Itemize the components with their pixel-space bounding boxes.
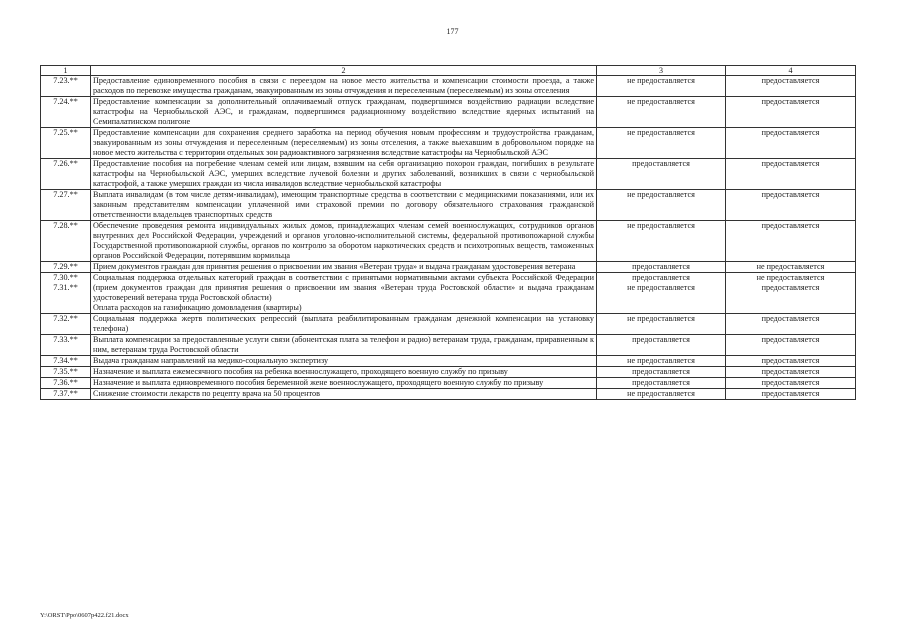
col3-status: не предоставляется — [627, 190, 695, 199]
col3-status-cell — [597, 128, 726, 159]
item-number: 7.33.** — [53, 335, 78, 344]
item-description: Выплата компенсации за предоставленные услуги связи (абонентская плата за телефон и радио) ветеранам труда, гражданам, приравненным к ним, ветеранам труда Ростовской области — [93, 335, 594, 354]
col4-status-cell — [726, 378, 856, 389]
item-description-cell — [91, 262, 597, 273]
column-header-1: 1 — [41, 66, 91, 76]
item-description: Выдача гражданам направлений на медико-социальную экспертизу — [93, 356, 329, 365]
item-description-cell — [91, 190, 597, 221]
col4-status: предоставляется — [761, 378, 820, 387]
col4-status: предоставляется — [761, 335, 820, 344]
item-number-cell — [41, 190, 91, 221]
table-row — [41, 262, 856, 273]
col4-status: предоставляется — [761, 97, 820, 106]
col3-status: предоставляется — [632, 273, 690, 282]
item-description-cell — [91, 378, 597, 389]
item-description: Оплата расходов на газификацию домовладения (квартиры) — [93, 303, 302, 312]
col4-status-cell — [726, 221, 856, 262]
column-header-4: 4 — [726, 66, 856, 76]
col3-status-cell — [597, 159, 726, 190]
item-number-cell — [41, 159, 91, 190]
item-description-cell — [91, 76, 597, 97]
item-number-cell — [41, 389, 91, 400]
item-description-cell — [91, 335, 597, 356]
item-description: Снижение стоимости лекарств по рецепту врача на 50 процентов — [93, 389, 320, 398]
table-row — [41, 97, 856, 128]
col3-status: не предоставляется — [627, 389, 695, 398]
col3-status-cell — [597, 389, 726, 400]
item-number: 7.24.** — [53, 97, 78, 106]
item-number: 7.27.** — [53, 190, 78, 199]
col4-status-cell — [726, 389, 856, 400]
item-description: Предоставление компенсации за дополнительный оплачиваемый отпуск гражданам, подвергшимся воздействию радиации вследствие катастрофы на Чернобыльской АЭС, и гражданам, подвергшимся радиационному воздействию вследствие ядерных испытаний на Семипалатинском полигоне — [93, 97, 594, 126]
item-number-cell — [41, 378, 91, 389]
item-number: 7.26.** — [53, 159, 78, 168]
col3-status-cell — [597, 97, 726, 128]
col3-status-cell — [597, 76, 726, 97]
item-description: Предоставление компенсации для сохранения среднего заработка на период обучения новым профессиям и трудоустройства гражданам, эвакуированным из зоны отчуждения и переселенным (переселяемым) из зоны отселения, а также выехавшим в добровольном порядке на новое место жительства с территории отдельных зон радиоактивного загрязнения вследствие катастрофы на Чернобыльской АЭС — [93, 128, 594, 157]
item-number-cell — [41, 97, 91, 128]
col4-status: предоставляется — [761, 367, 820, 376]
item-description-cell — [91, 128, 597, 159]
table-row — [41, 378, 856, 389]
item-number: 7.32.** — [53, 314, 78, 323]
services-table — [40, 65, 856, 400]
item-number: 7.23.** — [53, 76, 78, 85]
item-description-cell — [91, 367, 597, 378]
table-row — [41, 314, 856, 335]
col4-status-cell — [726, 367, 856, 378]
col4-status: предоставляется — [761, 389, 820, 398]
col3-status-cell — [597, 221, 726, 262]
col4-status: предоставляется — [761, 190, 820, 199]
col4-status-cell — [726, 159, 856, 190]
table-row — [41, 221, 856, 262]
col4-status-cell — [726, 273, 856, 314]
item-description: Обеспечение проведения ремонта индивидуальных жилых домов, принадлежащих членам семей военнослужащих, сотрудников органов внутренних дел Российской Федерации, учреждений и органов уголовно-исполнительной системы, федеральной противопожарной службы Государственной противопожарной службы, органов по контролю за оборотом наркотических средств и психотропных веществ, таможенных органов Российской Федерации, потерявшим кормильца — [93, 221, 594, 260]
col4-status-cell — [726, 314, 856, 335]
item-description: Прием документов граждан для принятия решения о присвоении им звания «Ветеран труда» и выдача гражданам удостоверения ветерана — [93, 262, 576, 271]
col3-status-cell — [597, 378, 726, 389]
col4-status-cell — [726, 335, 856, 356]
item-description-cell — [91, 221, 597, 262]
item-number-cell — [41, 221, 91, 262]
col4-status-cell — [726, 190, 856, 221]
col4-status-cell — [726, 128, 856, 159]
item-description-cell — [91, 314, 597, 335]
col3-status-cell — [597, 273, 726, 314]
file-path-footer: Y:\ORST\Ppo\0607p422.f21.docx — [40, 612, 129, 619]
col3-status-cell — [597, 335, 726, 356]
col4-status-cell — [726, 262, 856, 273]
col3-status-cell — [597, 314, 726, 335]
col4-status: предоставляется — [761, 221, 820, 230]
item-description-cell — [91, 356, 597, 367]
table-row — [41, 356, 856, 367]
item-number: 7.28.** — [53, 221, 78, 230]
col4-status-cell — [726, 356, 856, 367]
item-description-cell — [91, 389, 597, 400]
item-number: 7.37.** — [53, 389, 78, 398]
item-number-cell — [41, 314, 91, 335]
item-description: Выплата инвалидам (в том числе детям-инвалидам), имеющим транспортные средства в соответствии с медицинскими показаниями, или их законным представителям компенсации уплаченной ими страховой премии по договору обязательного страхования гражданской ответственности владельцев транспортных средств — [93, 190, 594, 219]
col4-status: не предоставляется — [756, 273, 825, 282]
col3-status: не предоставляется — [627, 356, 695, 365]
col4-status: предоставляется — [761, 283, 820, 292]
col3-status: не предоставляется — [627, 314, 695, 323]
item-number: 7.34.** — [53, 356, 78, 365]
table-row — [41, 335, 856, 356]
item-number-cell — [41, 367, 91, 378]
item-number-cell — [41, 273, 91, 314]
col3-status: предоставляется — [632, 159, 690, 168]
col3-status: не предоставляется — [627, 128, 695, 137]
column-header-2: 2 — [91, 66, 597, 76]
table-header-row — [41, 66, 856, 76]
table-row — [41, 128, 856, 159]
item-description: Социальная поддержка жертв политических репрессий (выплата реабилитированным гражданам денежной компенсации на установку телефона) — [93, 314, 594, 333]
page-number: 177 — [446, 27, 459, 36]
col3-status-cell — [597, 356, 726, 367]
item-description-cell — [91, 97, 597, 128]
col3-status: предоставляется — [632, 335, 690, 344]
col3-status: не предоставляется — [627, 221, 695, 230]
col4-status: предоставляется — [761, 314, 820, 323]
table-row — [41, 76, 856, 97]
item-number: 7.25.** — [53, 128, 78, 137]
col3-status-cell — [597, 367, 726, 378]
item-description-cell — [91, 273, 597, 314]
item-description-cell — [91, 159, 597, 190]
col3-status: предоставляется — [632, 367, 690, 376]
item-number: 7.36.** — [53, 378, 78, 387]
item-number-cell — [41, 262, 91, 273]
col3-status: не предоставляется — [627, 97, 695, 106]
item-number: 7.30.** — [53, 273, 78, 282]
col3-status: предоставляется — [632, 262, 690, 271]
col3-status: не предоставляется — [627, 283, 695, 292]
col4-status: предоставляется — [761, 159, 820, 168]
item-number-cell — [41, 128, 91, 159]
col3-status: предоставляется — [632, 378, 690, 387]
item-number: 7.29.** — [53, 262, 78, 271]
col3-status-cell — [597, 190, 726, 221]
col4-status-cell — [726, 76, 856, 97]
col3-status: не предоставляется — [627, 76, 695, 85]
table-row — [41, 159, 856, 190]
item-description: Социальная поддержка отдельных категорий граждан в соответствии с принятыми нормативными актами субъекта Российской Федерации (прием документов граждан для принятия решения о присвоении им звания «Ветеран труда Ростовской области» и выдача гражданам удостоверений ветерана труда Ростовской области) — [93, 273, 594, 302]
col4-status: предоставляется — [761, 128, 820, 137]
col4-status-cell — [726, 97, 856, 128]
item-number-cell — [41, 356, 91, 367]
table-row — [41, 190, 856, 221]
item-number-cell — [41, 335, 91, 356]
col4-status: предоставляется — [761, 356, 820, 365]
item-description: Предоставление пособия на погребение членам семей или лицам, взявшим на себя организацию похорон граждан, погибших в результате катастрофы на Чернобыльской АЭС, умерших вследствие лучевой болезни и других заболеваний, возникших в связи с чернобыльской катастрофой, а также умерших граждан из числа инвалидов вследствие чернобыльской катастрофы — [93, 159, 594, 188]
col4-status: предоставляется — [761, 76, 820, 85]
table-row — [41, 389, 856, 400]
item-description: Назначение и выплата единовременного пособия беременной жене военнослужащего, проходящего военную службу по призыву — [93, 378, 544, 387]
column-header-3: 3 — [597, 66, 726, 76]
item-description: Назначение и выплата ежемесячного пособия на ребенка военнослужащего, проходящего военную службу по призыву — [93, 367, 508, 376]
item-description: Предоставление единовременного пособия в связи с переездом на новое место жительства и компенсации стоимости проезда, а также расходов по перевозке имущества гражданам, эвакуированным из зоны отчуждения и переселенным (переселяемым) из зоны отселения — [93, 76, 594, 95]
item-number-cell — [41, 76, 91, 97]
item-number: 7.31.** — [53, 283, 78, 292]
item-number: 7.35.** — [53, 367, 78, 376]
col4-status: не предоставляется — [756, 262, 825, 271]
table-row — [41, 367, 856, 378]
table-row — [41, 273, 856, 314]
col3-status-cell — [597, 262, 726, 273]
